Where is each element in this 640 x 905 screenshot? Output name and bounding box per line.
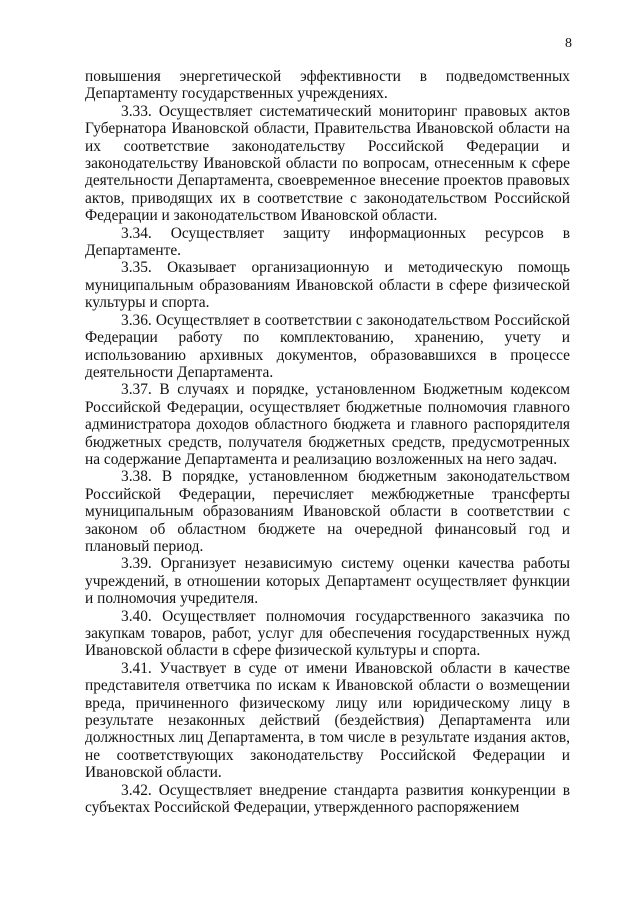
paragraph-3-34: 3.34. Осуществляет защиту информационных ресурсов в Департаменте. (85, 224, 570, 260)
paragraph-continuation: повышения энергетической эффективности в подведомственных Департаменту государственных учреждениях. (85, 68, 570, 103)
paragraph-3-35: 3.35. Оказывает организационную и методическую помощь муниципальным образованиям Ивановской области в сфере физической культуры и спорта. (85, 259, 570, 312)
paragraph-3-41: 3.41. Участвует в суде от имени Ивановской области в качестве представителя ответчика по искам к Ивановской области о возмещении вреда, причиненного физическому лицу или юридическому лицу в результате незаконных действий (бездействия) Департамента или должностных лиц Департамента, в том числе в результате издания актов, не соответствующих законодательству Российской Федерации и Ивановской области. (85, 659, 570, 782)
paragraph-3-40: 3.40. Осуществляет полномочия государственного заказчика по закупкам товаров, работ, услуг для обеспечения государственных нужд Ивановской области в сфере физической культуры и спорта. (85, 607, 570, 660)
paragraph-3-38: 3.38. В порядке, установленном бюджетным законодательством Российской Федерации, перечисляет межбюджетные трансферты муниципальным образованиям Ивановской области в соответствии с законом об областном бюджете на очередной финансовый год и плановый период. (85, 468, 570, 555)
document-body (85, 68, 570, 816)
page-number: 8 (565, 36, 572, 51)
paragraph-3-39: 3.39. Организует независимую систему оценки качества работы учреждений, в отношении которых Департамент осуществляет функции и полномочия учредителя. (85, 555, 570, 608)
paragraph-3-37: 3.37. В случаях и порядке, установленном Бюджетным кодексом Российской Федерации, осуществляет бюджетные полномочия главного администратора доходов областного бюджета и главного распорядителя бюджетных средств, получателя бюджетных средств, предусмотренных на содержание Департамента и реализацию возложенных на него задач. (85, 381, 570, 468)
paragraph-3-42: 3.42. Осуществляет внедрение стандарта развития конкуренции в субъектах Российской Федерации, утвержденного распоряжением (85, 781, 570, 817)
paragraph-3-36: 3.36. Осуществляет в соответствии с законодательством Российской Федерации работу по комплектованию, хранению, учету и использованию архивных документов, образовавшихся в процессе деятельности Департамента. (85, 311, 570, 381)
paragraph-3-33: 3.33. Осуществляет систематический мониторинг правовых актов Губернатора Ивановской области, Правительства Ивановской области на их соответствие законодательству Российской Федерации и законодательству Ивановской области по вопросам, отнесенным к сфере деятельности Департамента, своевременное внесение проектов правовых актов, приводящих их в соответствие с законодательством Российской Федерации и законодательством Ивановской области. (85, 102, 570, 225)
